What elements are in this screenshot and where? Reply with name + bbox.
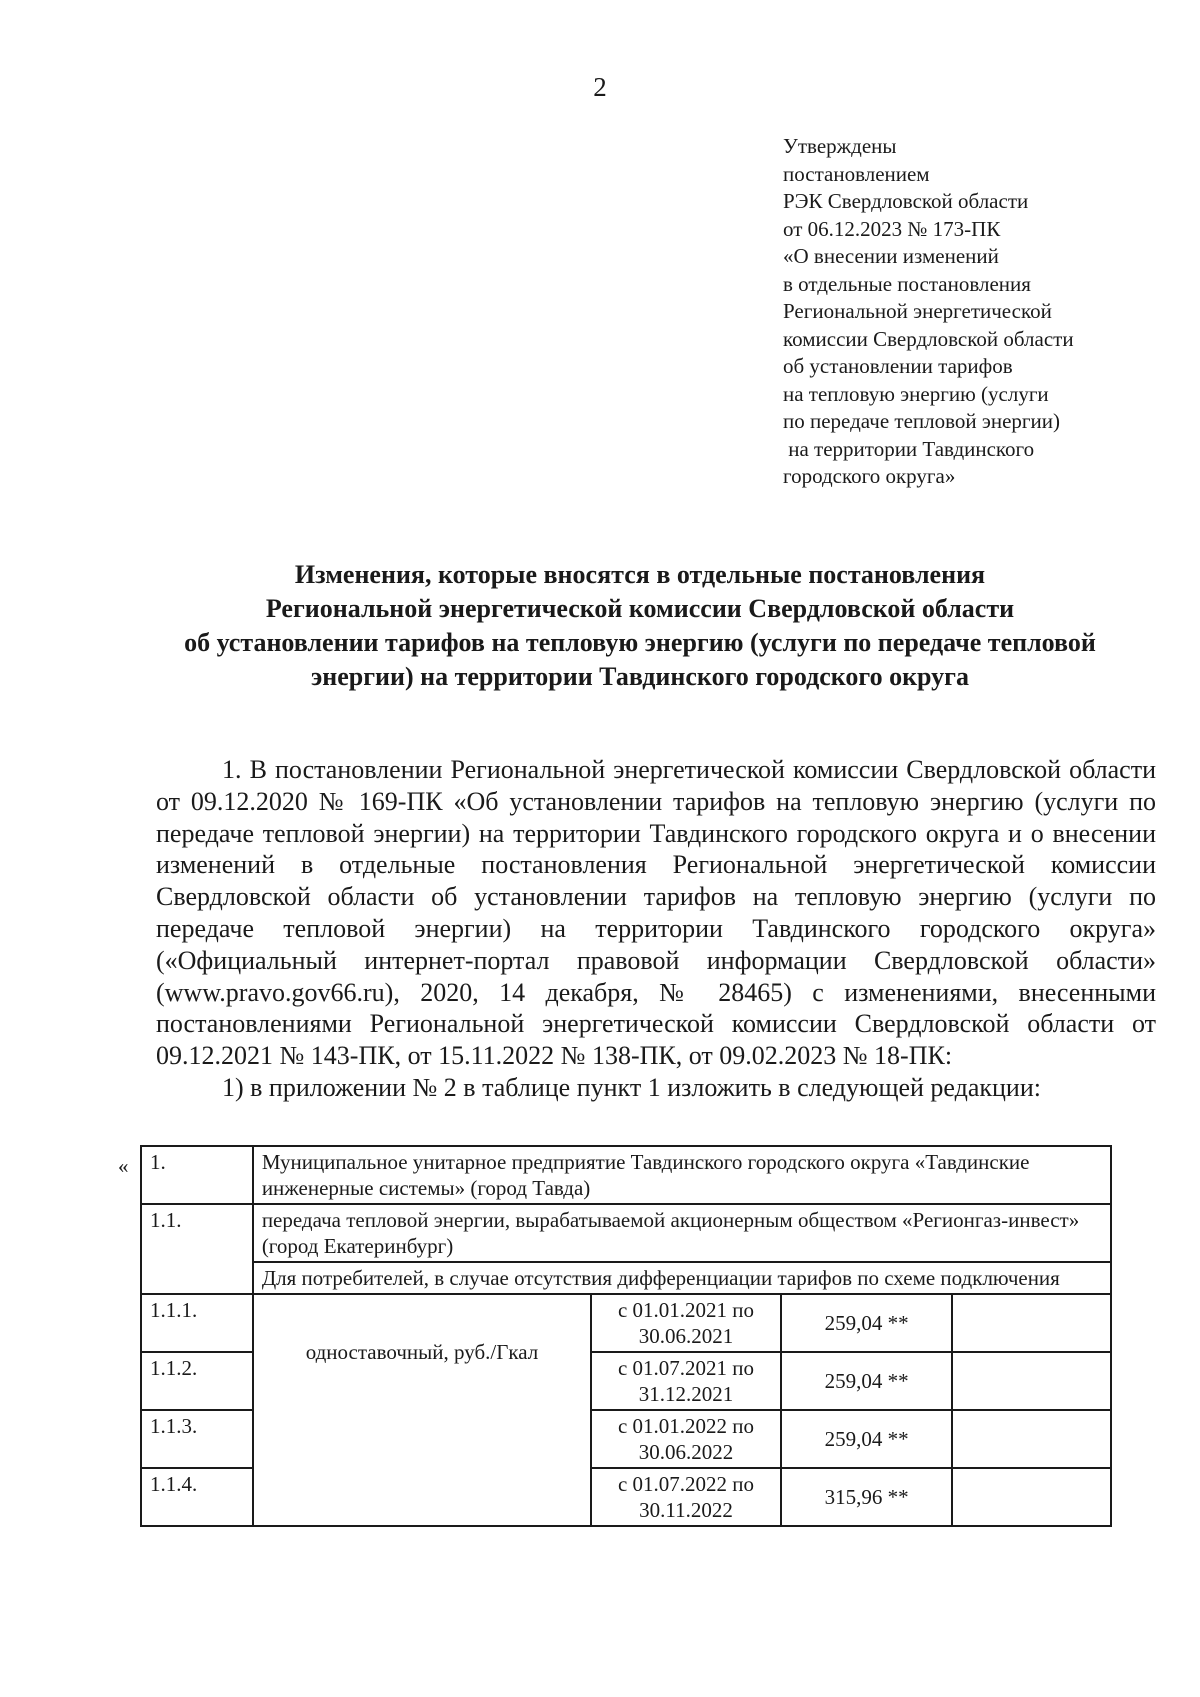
- page-number: 2: [593, 72, 607, 102]
- period-cell: с 01.07.2021 по 31.12.2021: [591, 1352, 781, 1410]
- period-cell: с 01.01.2021 по 30.06.2021: [591, 1294, 781, 1352]
- approval-line: на тепловую энергию (услуги: [783, 381, 1049, 406]
- row-number: 1.1.3.: [141, 1410, 253, 1468]
- tariff-table: [140, 1145, 1112, 1527]
- approval-line: постановлением: [783, 161, 930, 186]
- paragraph-1: 1. В постановлении Региональной энергетической комиссии Свердловской области от 09.12.2020 № 169-ПК «Об установлении тарифов на тепловую энергию (услуги по передаче тепловой энергии) на территории Тавдинского городского округа и о внесении изменений в отдельные постановления Региональной энергетической комиссии Свердловской области об установлении тарифов на тепловую энергию (услуги по передаче тепловой энергии) на территории Тавдинского городского округа» («Официальный интернет-портал правовой информации Свердловской области» (www.pravo.gov66.ru), 2020, 14 декабря, № 28465) с изменениями, внесенными постановлениями Региональной энергетической комиссии Свердловской области от 09.12.2021 № 143-ПК, от 15.11.2022 № 138-ПК, от 09.02.2023 № 18-ПК:: [156, 755, 1156, 1071]
- approval-line: по передаче тепловой энергии): [783, 409, 1061, 433]
- value-cell: 259,04 **: [781, 1352, 953, 1410]
- row-number: 1.1.4.: [141, 1468, 253, 1526]
- empty-cell: [952, 1410, 1111, 1468]
- row-number: 1.: [141, 1146, 253, 1204]
- period-cell: с 01.01.2022 по 30.06.2022: [591, 1410, 781, 1468]
- period-cell: с 01.07.2022 по 30.11.2022: [591, 1468, 781, 1526]
- empty-cell: [952, 1294, 1111, 1352]
- approval-line: РЭК Свердловской области: [783, 189, 1029, 213]
- approval-line: Утверждены: [783, 134, 897, 158]
- approval-line: об установлении тарифов: [783, 354, 1013, 378]
- table-row: [141, 1262, 1111, 1294]
- approval-block: [783, 133, 1183, 491]
- tariff-type-cell: одноставочный, руб./Гкал: [253, 1294, 591, 1526]
- value-cell: 315,96 **: [781, 1468, 953, 1526]
- value-cell: 259,04 **: [781, 1294, 953, 1352]
- table-row: [141, 1204, 1111, 1262]
- organization-cell: Муниципальное унитарное предприятие Тавдинского городского округа «Тавдинские инженерные системы» (город Тавда): [253, 1146, 1111, 1204]
- table-row: [141, 1146, 1111, 1204]
- empty-cell: [952, 1468, 1111, 1526]
- value-cell: 259,04 **: [781, 1410, 953, 1468]
- body-text: [156, 754, 1156, 1104]
- approval-line: Региональной энергетической: [783, 299, 1052, 323]
- approval-line: от 06.12.2023 № 173-ПК: [783, 216, 1001, 241]
- empty-cell: [952, 1352, 1111, 1410]
- approval-line: «О внесении изменений: [783, 244, 999, 268]
- title-line: Изменения, которые вносятся в отдельные постановления: [294, 560, 986, 589]
- title-line: об установлении тарифов на тепловую энергию (услуги по передаче тепловой: [184, 628, 1096, 657]
- approval-line: городского округа»: [783, 464, 956, 488]
- opening-quote: «: [118, 1154, 129, 1178]
- item-1: 1) в приложении № 2 в таблице пункт 1 изложить в следующей редакции:: [222, 1072, 1041, 1102]
- row-number: 1.1.2.: [141, 1352, 253, 1410]
- title-line: энергии) на территории Тавдинского городского округа: [311, 662, 969, 691]
- row-number: 1.1.: [141, 1204, 253, 1294]
- table-row: [141, 1294, 1111, 1352]
- consumer-cell: Для потребителей, в случае отсутствия дифференциации тарифов по схеме подключения: [253, 1262, 1111, 1294]
- approval-line: в отдельные постановления: [783, 271, 1031, 296]
- approval-line: комиссии Свердловской области: [783, 326, 1074, 351]
- title-line: Региональной энергетической комиссии Свердловской области: [265, 594, 1015, 623]
- service-cell: передача тепловой энергии, вырабатываемой акционерным обществом «Регионгаз-инвест» (город Екатеринбург): [253, 1204, 1111, 1262]
- document-title: [130, 558, 1150, 694]
- row-number: 1.1.1.: [141, 1294, 253, 1352]
- approval-line: на территории Тавдинского: [783, 436, 1035, 461]
